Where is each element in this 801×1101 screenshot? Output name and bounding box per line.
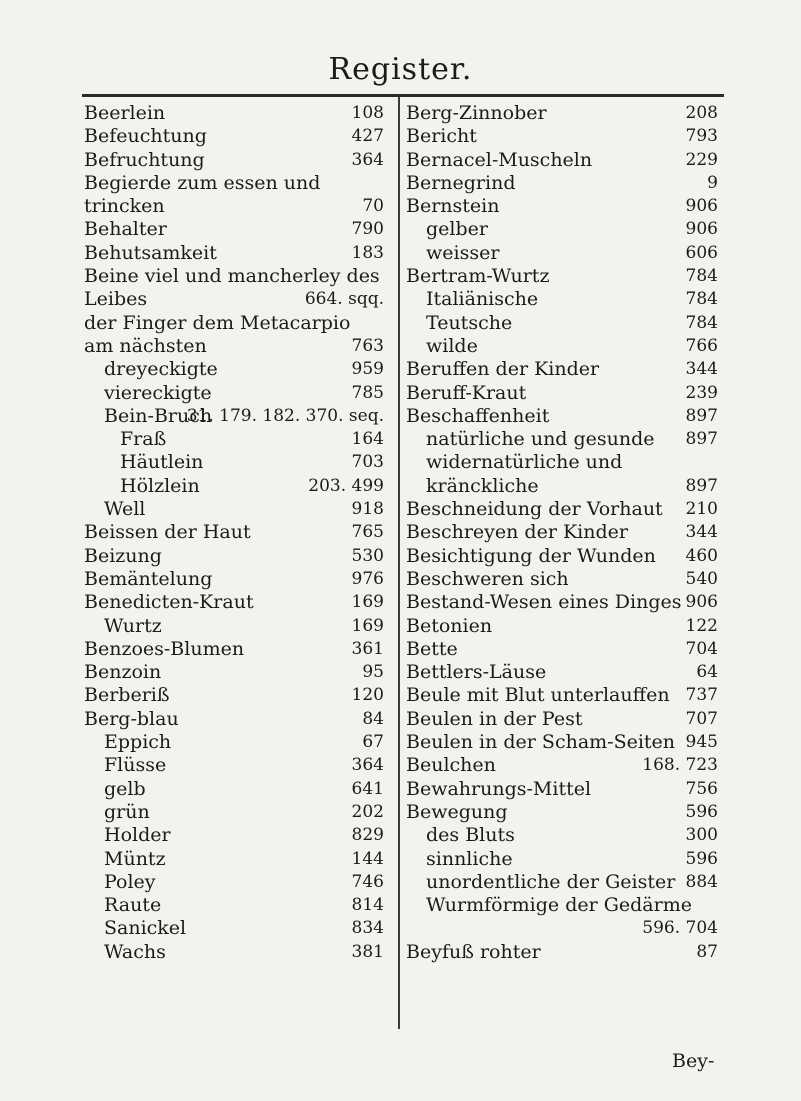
- entry-page-ref: 344: [685, 359, 718, 380]
- entry-term: viereckigte: [104, 381, 212, 404]
- entry-page-ref: 530: [351, 545, 384, 566]
- entry-page-ref: 793: [685, 126, 718, 147]
- index-entry: [84, 801, 384, 824]
- entry-page-ref: 746: [351, 871, 384, 892]
- index-entry: [406, 824, 718, 847]
- entry-term: Bein-Bruch: [104, 404, 213, 427]
- entry-term: Beyfuß rohter: [406, 940, 541, 963]
- entry-term: Bewegung: [406, 800, 508, 823]
- index-entry: [406, 195, 718, 218]
- entry-page-ref: 945: [685, 732, 718, 753]
- entry-page-ref: 364: [351, 149, 384, 170]
- entry-page-ref: 664. sqq.: [304, 289, 384, 310]
- entry-term: Poley: [104, 870, 156, 893]
- entry-term: Beine viel und mancherley des Leibes: [84, 265, 380, 311]
- entry-term: Häutlein: [120, 451, 204, 474]
- entry-term: Beruff-Kraut: [406, 381, 527, 404]
- index-entry: [84, 475, 384, 498]
- index-entry: [84, 265, 384, 312]
- page-title: Register.: [328, 52, 473, 87]
- index-entry: [84, 405, 384, 428]
- entry-page-ref: 641: [351, 778, 384, 799]
- index-entry: [406, 521, 718, 544]
- index-entry: [406, 801, 718, 824]
- entry-term: Flüsse: [104, 754, 167, 777]
- index-entry: [406, 218, 718, 241]
- entry-page-ref: 9: [707, 172, 718, 193]
- entry-term: wilde: [426, 334, 478, 357]
- entry-term: Beissen der Haut: [84, 521, 251, 544]
- entry-term: Wachs: [104, 940, 166, 963]
- header-rule: [82, 94, 724, 97]
- entry-page-ref: 606: [685, 242, 718, 263]
- entry-page-ref: 707: [685, 708, 718, 729]
- entry-page-ref: 959: [351, 359, 384, 380]
- index-entry: [84, 568, 384, 591]
- entry-page-ref: 144: [351, 848, 384, 869]
- index-entry: [84, 615, 384, 638]
- index-entry: [406, 754, 718, 777]
- entry-page-ref: 460: [685, 545, 718, 566]
- entry-term: Bernegrind: [406, 171, 516, 194]
- entry-term: Sanickel: [104, 917, 187, 940]
- index-entry: [84, 125, 384, 148]
- entry-term: Berg-blau: [84, 707, 179, 730]
- entry-page-ref: 95: [362, 662, 384, 683]
- index-entry: [406, 941, 718, 964]
- index-entry: [84, 848, 384, 871]
- entry-term: Bernstein: [406, 195, 500, 218]
- entry-page-ref: 784: [685, 289, 718, 310]
- index-entry: [84, 638, 384, 661]
- entry-page-ref: 67: [362, 732, 384, 753]
- entry-page-ref: 300: [685, 825, 718, 846]
- index-entry: [84, 871, 384, 894]
- index-entry: [84, 428, 384, 451]
- entry-term: Beruffen der Kinder: [406, 358, 600, 381]
- entry-page-ref: 84: [362, 708, 384, 729]
- index-entry: [406, 451, 718, 498]
- entry-page-ref: 108: [351, 103, 384, 123]
- right-column: [406, 102, 718, 964]
- entry-term: Beschweren sich: [406, 567, 569, 590]
- entry-page-ref: 203. 499: [308, 475, 384, 496]
- entry-page-ref: 763: [351, 335, 384, 356]
- entry-term: Bettlers-Läuse: [406, 661, 547, 684]
- entry-term: Behalter: [84, 218, 167, 241]
- index-entry: [406, 242, 718, 265]
- entry-term: sinnliche: [426, 847, 513, 870]
- entry-term: Fraß: [120, 428, 167, 451]
- entry-page-ref: 229: [685, 149, 718, 170]
- entry-page-ref: 210: [685, 499, 718, 520]
- entry-term: Besichtigung der Wunden: [406, 544, 656, 567]
- entry-page-ref: 704: [685, 638, 718, 659]
- entry-term: Beule mit Blut unterlauffen: [406, 684, 670, 707]
- entry-page-ref: 381: [351, 941, 384, 962]
- entry-page-ref: 834: [351, 918, 384, 939]
- index-entry: [84, 149, 384, 172]
- entry-term: Beulen in der Scham-Seiten: [406, 731, 676, 754]
- index-entry: [406, 591, 718, 614]
- entry-page-ref: 790: [351, 219, 384, 240]
- entry-term: gelber: [426, 218, 488, 241]
- index-entry: [406, 568, 718, 591]
- index-entry: [84, 218, 384, 241]
- index-entry: [406, 405, 718, 428]
- entry-term: Holder: [104, 824, 171, 847]
- index-entry: [406, 615, 718, 638]
- entry-term: Benedicten-Kraut: [84, 591, 254, 614]
- index-entry: [406, 498, 718, 521]
- entry-term: Teutsche: [426, 311, 513, 334]
- entry-page-ref: 976: [351, 568, 384, 589]
- index-entry: [84, 731, 384, 754]
- entry-term: Bestand-Wesen eines Dinges: [406, 591, 682, 614]
- index-entry: [406, 684, 718, 707]
- entry-page-ref: 164: [351, 429, 384, 450]
- entry-page-ref: 202: [351, 801, 384, 822]
- entry-term: dreyeckigte: [104, 358, 218, 381]
- entry-term: Beschreyen der Kinder: [406, 521, 628, 544]
- index-entry: [84, 545, 384, 568]
- index-entry: [84, 661, 384, 684]
- index-entry: [84, 778, 384, 801]
- entry-term: Raute: [104, 894, 162, 917]
- entry-term: Beschaffenheit: [406, 404, 550, 427]
- entry-term: des Bluts: [426, 824, 515, 847]
- entry-page-ref: 784: [685, 312, 718, 333]
- column-divider: [398, 97, 400, 1029]
- entry-term: Befeuchtung: [84, 125, 207, 148]
- entry-term: Befruchtung: [84, 148, 205, 171]
- catchword: Bey-: [672, 1050, 715, 1072]
- index-entry: [406, 288, 718, 311]
- entry-term: der Finger dem Metacarpio am nächsten: [84, 311, 351, 357]
- entry-page-ref: 906: [685, 196, 718, 217]
- entry-term: Well: [104, 498, 146, 521]
- index-entry: [406, 102, 718, 125]
- index-entry: [406, 731, 718, 754]
- index-entry: [84, 102, 384, 125]
- entry-page-ref: 703: [351, 452, 384, 473]
- index-entry: [406, 172, 718, 195]
- index-entry: [84, 917, 384, 940]
- entry-page-ref: 906: [685, 592, 718, 613]
- entry-page-ref: 897: [685, 429, 718, 450]
- entry-page-ref: 540: [685, 568, 718, 589]
- entry-term: Bericht: [406, 125, 477, 148]
- index-entry: [406, 848, 718, 871]
- entry-page-ref: 31. 179. 182. 370. seq.: [186, 405, 384, 426]
- entry-page-ref: 596. 704: [642, 918, 718, 939]
- index-entry: [406, 638, 718, 661]
- entry-page-ref: 897: [685, 475, 718, 496]
- entry-page-ref: 829: [351, 825, 384, 846]
- entry-term: Wurmförmige der Gedärme: [426, 894, 692, 917]
- entry-page-ref: 120: [351, 685, 384, 706]
- entry-page-ref: 122: [685, 615, 718, 636]
- entry-page-ref: 897: [685, 405, 718, 426]
- index-entry: [84, 382, 384, 405]
- entry-page-ref: 785: [351, 382, 384, 403]
- index-entry: [84, 894, 384, 917]
- entry-page-ref: 168. 723: [642, 755, 718, 776]
- entry-term: Bertram-Wurtz: [406, 265, 550, 288]
- index-entry: [406, 335, 718, 358]
- entry-term: grün: [104, 800, 150, 823]
- entry-page-ref: 765: [351, 522, 384, 543]
- entry-term: Bemäntelung: [84, 567, 213, 590]
- index-entry: [406, 894, 718, 941]
- index-entry: [84, 824, 384, 847]
- entry-term: Benzoes-Blumen: [84, 637, 245, 660]
- entry-term: Eppich: [104, 731, 172, 754]
- index-entry: [406, 545, 718, 568]
- entry-page-ref: 169: [351, 592, 384, 613]
- index-entry: [84, 358, 384, 381]
- entry-term: Benzoin: [84, 661, 162, 684]
- index-entry: [406, 871, 718, 894]
- index-entry: [84, 498, 384, 521]
- entry-term: weisser: [426, 241, 500, 264]
- index-entry: [84, 312, 384, 359]
- entry-term: Hölzlein: [120, 474, 200, 497]
- entry-term: unordentliche der Geister: [426, 870, 676, 893]
- index-entry: [84, 451, 384, 474]
- index-entry: [406, 382, 718, 405]
- entry-term: Beschneidung der Vorhaut: [406, 498, 663, 521]
- entry-page-ref: 70: [362, 196, 384, 217]
- entry-page-ref: 169: [351, 615, 384, 636]
- entry-term: Beerlein: [84, 102, 166, 124]
- entry-page-ref: 208: [685, 103, 718, 123]
- entry-term: Müntz: [104, 847, 166, 870]
- entry-term: Bernacel-Muscheln: [406, 148, 593, 171]
- left-column: [84, 102, 384, 964]
- entry-page-ref: 918: [351, 499, 384, 520]
- entry-term: Beizung: [84, 544, 162, 567]
- index-entry: [84, 172, 384, 219]
- entry-page-ref: 906: [685, 219, 718, 240]
- entry-term: Berg-Zinnober: [406, 102, 547, 124]
- entry-term: gelb: [104, 777, 146, 800]
- entry-page-ref: 239: [685, 382, 718, 403]
- entry-page-ref: 884: [685, 871, 718, 892]
- entry-page-ref: 364: [351, 755, 384, 776]
- entry-term: Bette: [406, 637, 458, 660]
- entry-term: widernatürliche und kränckliche: [426, 451, 623, 497]
- index-entry: [84, 242, 384, 265]
- entry-term: Italiänische: [426, 288, 539, 311]
- entry-term: Wurtz: [104, 614, 162, 637]
- index-entry: [84, 708, 384, 731]
- entry-term: Betonien: [406, 614, 493, 637]
- index-entry: [84, 754, 384, 777]
- entry-page-ref: 596: [685, 848, 718, 869]
- index-entry: [406, 125, 718, 148]
- entry-page-ref: 766: [685, 335, 718, 356]
- entry-term: Begierde zum essen und trincken: [84, 171, 321, 218]
- index-entry: [84, 591, 384, 614]
- entry-page-ref: 361: [351, 638, 384, 659]
- entry-page-ref: 87: [696, 941, 718, 962]
- index-entry: [84, 521, 384, 544]
- entry-page-ref: 427: [351, 126, 384, 147]
- entry-page-ref: 784: [685, 266, 718, 287]
- entry-term: Bewahrungs-Mittel: [406, 777, 592, 800]
- entry-page-ref: 344: [685, 522, 718, 543]
- entry-page-ref: 814: [351, 895, 384, 916]
- index-entry: [84, 684, 384, 707]
- entry-term: Berberiß: [84, 684, 170, 707]
- index-entry: [406, 149, 718, 172]
- entry-page-ref: 183: [351, 242, 384, 263]
- entry-term: Behutsamkeit: [84, 241, 217, 264]
- index-entry: [406, 428, 718, 451]
- entry-term: natürliche und gesunde: [426, 428, 655, 451]
- entry-term: Beulchen: [406, 754, 496, 777]
- index-entry: [406, 358, 718, 381]
- index-entry: [84, 941, 384, 964]
- index-entry: [406, 265, 718, 288]
- entry-page-ref: 756: [685, 778, 718, 799]
- entry-page-ref: 737: [685, 685, 718, 706]
- index-entry: [406, 312, 718, 335]
- entry-page-ref: 64: [696, 662, 718, 683]
- index-entry: [406, 778, 718, 801]
- index-entry: [406, 661, 718, 684]
- index-entry: [406, 708, 718, 731]
- entry-page-ref: 596: [685, 801, 718, 822]
- entry-term: Beulen in der Pest: [406, 707, 583, 730]
